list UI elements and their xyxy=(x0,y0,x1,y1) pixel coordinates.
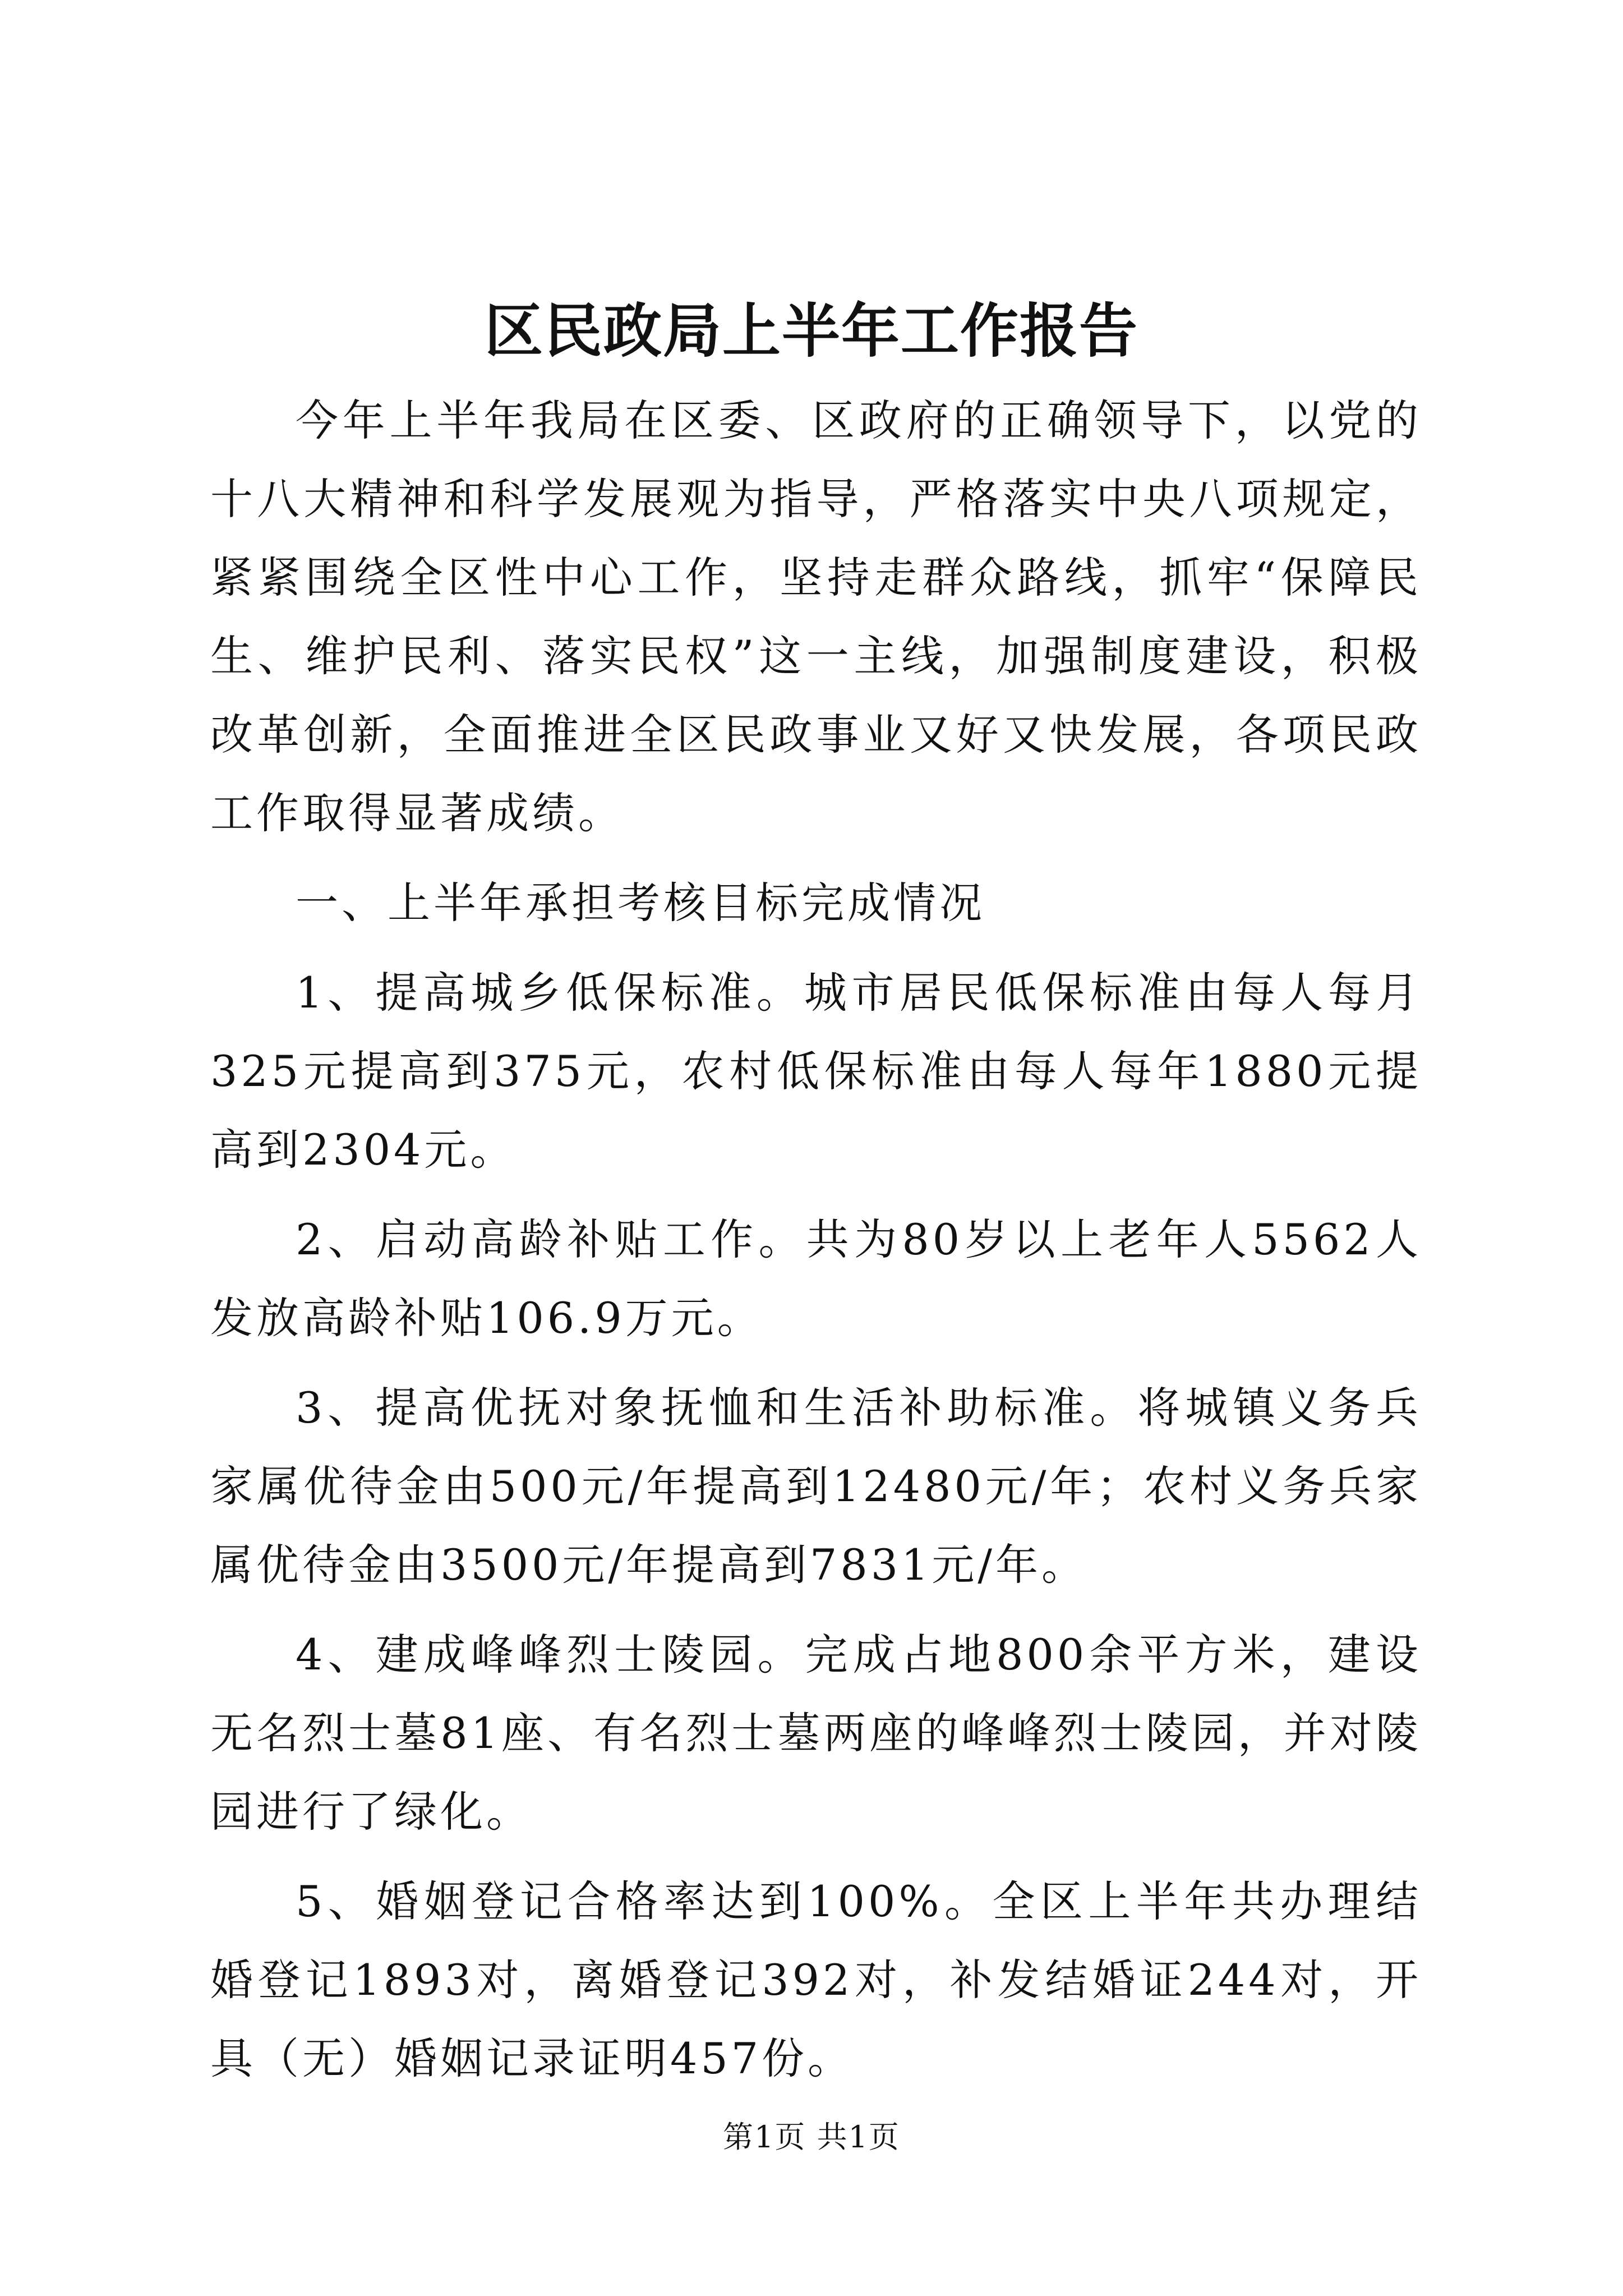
document-title: 区民政局上半年工作报告 xyxy=(484,296,1138,365)
paragraph-item-1: 1、提高城乡低保标准。城市居民低保标准由每人每月325元提高到375元，农村低保标准由每人每年1880元提高到2304元。 xyxy=(210,968,1422,1175)
paragraph-item-2: 2、启动高龄补贴工作。共为80岁以上老年人5562人发放高龄补贴106.9万元。 xyxy=(210,1214,1422,1343)
paragraph-item-3: 3、提高优抚对象抚恤和生活补助标准。将城镇义务兵家属优待金由500元/年提高到12480元/年；农村义务兵家属优待金由3500元/年提高到7831元/年。 xyxy=(210,1383,1422,1590)
paragraph-item-4: 4、建成峰峰烈士陵园。完成占地800余平方米，建设无名烈士墓81座、有名烈士墓两座的峰峰烈士陵园，并对陵园进行了绿化。 xyxy=(210,1630,1422,1837)
paragraph-item-5: 5、婚姻登记合格率达到100%。全区上半年共办理结婚登记1893对，离婚登记392对，补发结婚证244对，开具（无）婚姻记录证明457份。 xyxy=(210,1876,1422,2083)
document-body xyxy=(210,381,1422,2098)
section-heading: 一、上半年承担考核目标完成情况 xyxy=(296,878,985,928)
page-footer: 第1页 共1页 xyxy=(723,2119,900,2155)
paragraph-intro: 今年上半年我局在区委、区政府的正确领导下，以党的十八大精神和科学发展观为指导，严格落实中央八项规定，紧紧围绕全区性中心工作，坚持走群众路线，抓牢“保障民生、维护民利、落实民权”这一主线，加强制度建设，积极改革创新，全面推进全区民政事业又好又快发展，各项民政工作取得显著成绩。 xyxy=(210,395,1422,838)
